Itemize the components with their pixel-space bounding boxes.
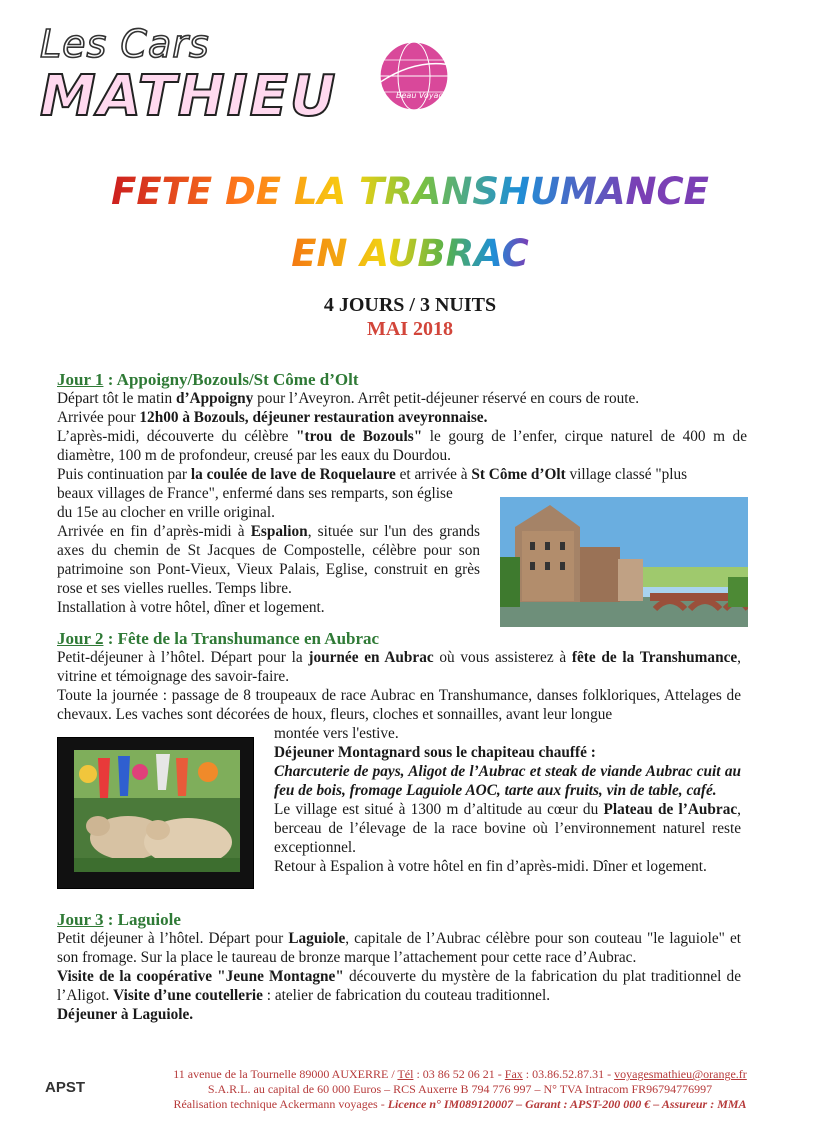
globe-logo (368, 36, 460, 116)
globe-text: Beau Voyage (396, 91, 449, 100)
footer-line3: Réalisation technique Ackermann voyages - Licence n° IM089120007 – Garant : APST-200 000 € – Assureur : MMA (173, 1097, 747, 1111)
day2-text-right: montée vers l'estive. Déjeuner Montagnard sous le chapiteau chauffé : Charcuterie de pays, Aligot de l’Aubrac et steak de viande Aubrac cuit au feu de bois, fromage Laguiole AOC, tarte aux fruits, vin de table, café. Le village est situé à 1300 m d’altitude au cœur du Plateau de l’Aubrac, berceau de l’élevage de la race bovine où l’environnement naturel reste exceptionnel. Retour à Espalion à votre hôtel en fin d’après-midi. Dîner et logement. (274, 725, 741, 875)
logo-line2: MATHIEU (40, 64, 338, 129)
footer-line2: S.A.R.L. au capital de 60 000 Euros – RCS Auxerre B 794 776 997 – N° TVA Intracom FR96794776997 (207, 1082, 713, 1096)
day3-text: Petit déjeuner à l’hôtel. Départ pour Laguiole, capitale de l’Aubrac célèbre pour son couteau "le laguiole" et son fromage. Sur la place le taureau de bronze marque l’attachement pour cette race d’Aubrac. Visite de la coopérative "Jeune Montagne" découverte du mystère de la fabrication du plat traditionnel de l’Aligot. Visite d’une coutellerie : atelier de fabrication du couteau traditionnel. Déjeuner à Laguiole. (57, 930, 741, 1023)
email-link[interactable]: voyagesmathieu@orange.fr (614, 1067, 747, 1081)
date: MAI 2018 (366, 318, 454, 340)
espalion-photo (500, 497, 748, 627)
day3-heading: Jour 3 : Laguiole (57, 910, 181, 929)
day2-heading: Jour 2 : Fête de la Transhumance en Aubrac (57, 629, 380, 648)
day2-text-top: Petit-déjeuner à l’hôtel. Départ pour la journée en Aubrac où vous assisterez à fête de la Transhumance, vitrine et témoignage des savoir-faire. Toute la journée : passage de 8 troupeaux de race Aubrac en Transhumance, danses folkloriques, Attelages de chevaux. Les vaches sont décorées de houx, fleurs, cloches et sonnailles, avant leur longue (57, 649, 741, 723)
day1-heading: Jour 1 : Appoigny/Bozouls/St Côme d’Olt (57, 370, 359, 389)
duration: 4 JOURS / 3 NUITS (323, 294, 497, 316)
day1-text-left: beaux villages de France", enfermé dans ses remparts, son église du 15e au clocher en vrille original. Arrivée en fin d’après-midi à Espalion, située sur l'un des grands axes du chemin de St Jacques de Compostelle, célèbre pour son patrimoine son Pont-Vieux, Vieux Palais, Eglise, construit en grès rose et ses vielles ruelles. Temps libre. Installation à votre hôtel, dîner et logement. (57, 485, 480, 616)
page-title-line2: EN AUBRAC (291, 232, 529, 275)
day1-text-top: Départ tôt le matin d’Appoigny pour l’Aveyron. Arrêt petit-déjeuner réservé en cours de route. Arrivée pour 12h00 à Bozouls, déjeuner restauration aveyronnaise. L’après-midi, découverte du célèbre "trou de Bozouls" le gourg de l’enfer, cirque naturel de 400 m de diamètre, 100 m de profondeur, creusé par les eaux du Dourdou. Puis continuation par la coulée de lave de Roquelaure et arrivée à St Côme d’Olt village classé "plus (57, 390, 747, 483)
transhumance-photo (57, 737, 254, 889)
footer-line1: 11 avenue de la Tournelle 89000 AUXERRE / Tél : 03 86 52 06 21 - Fax : 03.86.52.87.31 - voyagesmathieu@orange.fr (173, 1067, 747, 1081)
apst-logo: APST (45, 1079, 86, 1096)
page-title-line1: FETE DE LA TRANSHUMANCE (111, 170, 709, 213)
logo-line1: Les Cars (40, 22, 210, 66)
